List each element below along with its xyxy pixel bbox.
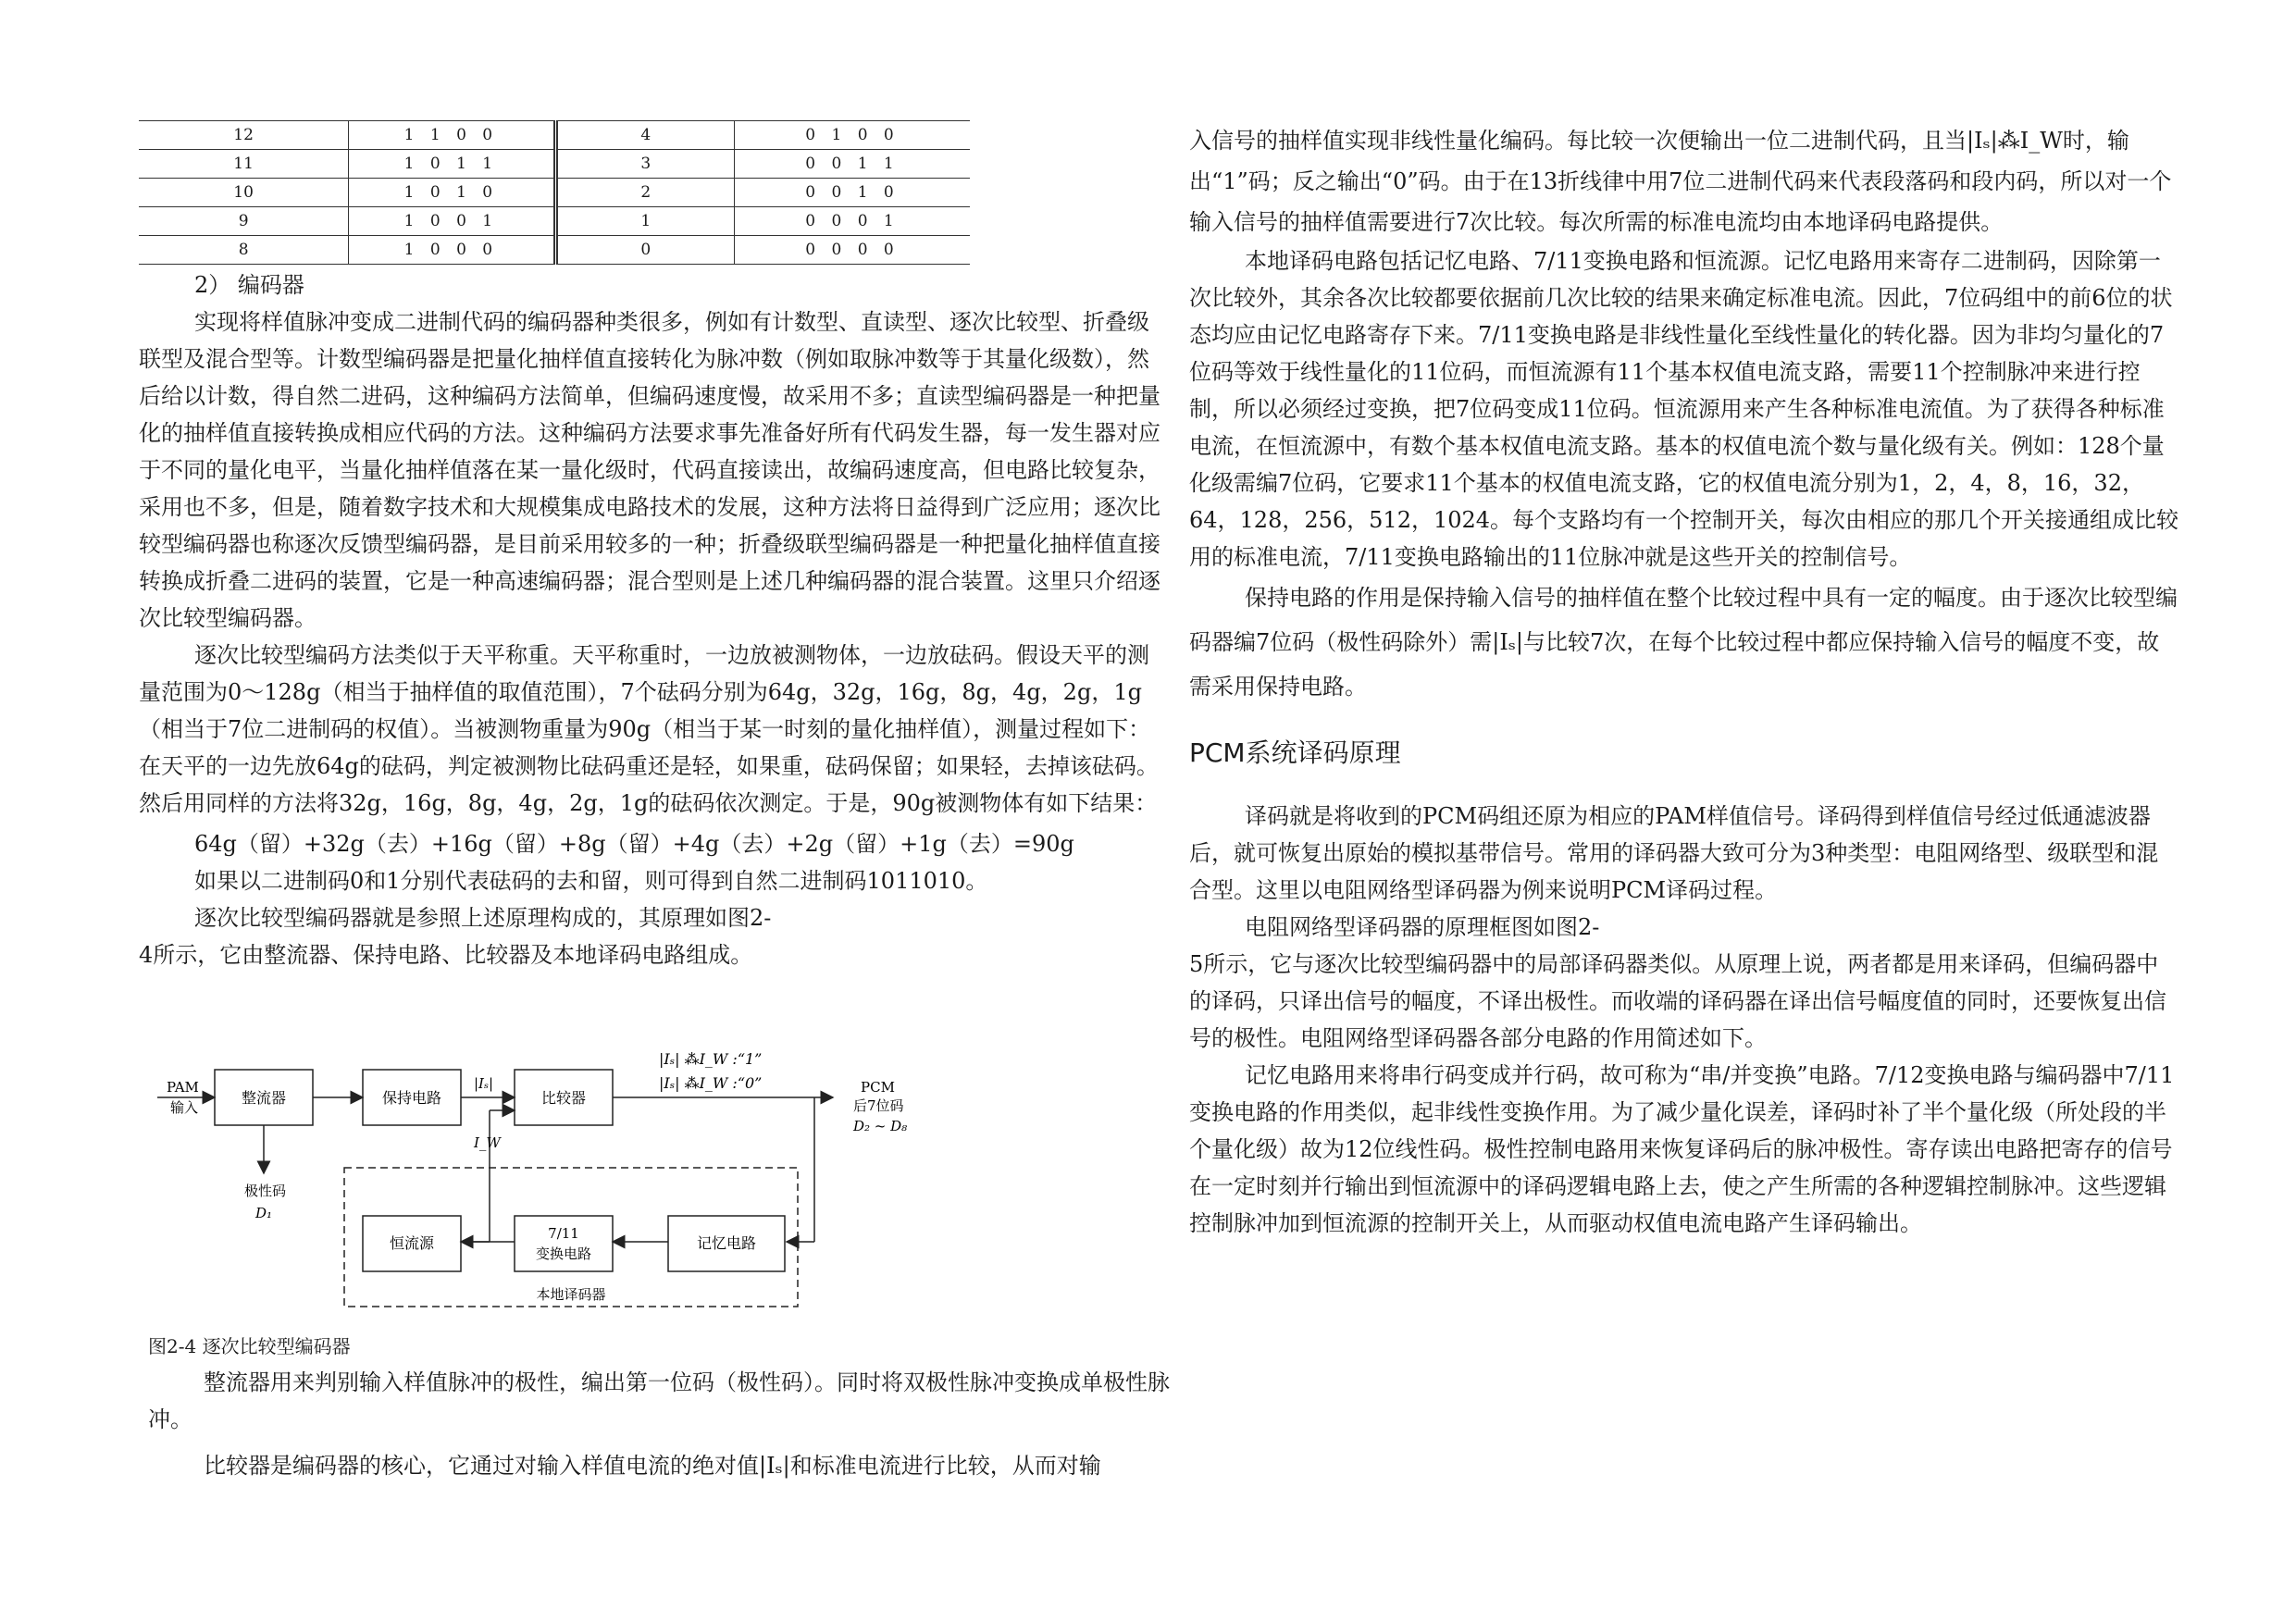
paragraph: 实现将样值脉冲变成二进制代码的编码器种类很多，例如有计数型、直读型、逐次比较型、折叠级联型及混合型等。计数型编码器是把量化抽样值直接转化为脉冲数（例如取脉冲数等于其量化级数），然后给以计数，得自然二进码，这种编码方法简单，但编码速度慢，故采用不多；直读型编码器是一种把量化的抽样值直接转换成相应代码的方法。这种编码方法要求事先准备好所有代码发生器，每一发生器对应于不同的量化电平，当量化抽样值落在某一量化级时，代码直接读出，故编码速度高，但电路比较复杂，采用也不多，但是，随着数字技术和大规模集成电路技术的发展，这种方法将日益得到广泛应用；逐次比较型编码器也称逐次反馈型编码器，是目前采用较多的一种；折叠级联型编码器是一种把量化抽样值直接转换成折叠二进码的装置，它是一种高速编码器；混合型则是上述几种编码器的混合装置。这里只介绍逐次比较型编码器。 (139, 309, 1160, 631)
memory-label: 记忆电路 (696, 1234, 757, 1252)
table-cell: 0 0 0 1 (734, 207, 970, 236)
is-label: |Iₛ| (474, 1075, 494, 1092)
constant-current-label: 恒流源 (389, 1234, 435, 1252)
table-cell: 10 (139, 179, 349, 207)
encoder-block-diagram (148, 1036, 1129, 1323)
pcm-label: PCM (861, 1079, 895, 1096)
paragraph: 比较器是编码器的核心，它通过对输入样值电流的绝对值|Iₛ|和标准电流进行比较，从而对输 (204, 1453, 1101, 1479)
figure-caption: 图2-4 逐次比较型编码器 (148, 1335, 351, 1357)
table-row (139, 236, 970, 265)
paragraph: 记忆电路用来将串行码变成并行码，故可称为“串/并变换”电路。7/12变换电路与编码器中7/11变换电路的作用类似，起非线性变换作用。为了减少量化误差，译码时补了半个量化级（所处段的半个量化级）故为12位线性码。极性控制电路用来恢复译码后的脉冲极性。寄存读出电路把寄存的信号在一定时刻并行输出到恒流源中的译码逻辑电路上去，使之产生所需的各种逻辑控制脉冲。这些逻辑控制脉冲加到恒流源的控制开关上，从而驱动权值电流电路产生译码输出。 (1189, 1062, 2175, 1236)
table-row (139, 121, 970, 150)
pam-label: PAM (167, 1079, 199, 1096)
paragraph: 5所示，它与逐次比较型编码器中的局部译码器类似。从原理上说，两者都是用来译码，但编码器中的译码，只译出信号的幅度，不译出极性。而收端的译码器在译出信号幅度值的同时，还要恢复出信号的极性。电阻网络型译码器各部分电路的作用简述如下。 (1189, 951, 2166, 1051)
polarity-label: 极性码 (244, 1183, 287, 1199)
table-cell: 0 1 0 0 (734, 121, 970, 150)
right-column (1189, 120, 2179, 1242)
table-cell: 0 (555, 236, 734, 265)
rectifier-label: 整流器 (241, 1089, 287, 1107)
condition-1: |Iₛ| ⁂I_W :“1” (659, 1050, 763, 1068)
pcm-range: D₂ ~ D₈ (853, 1118, 908, 1134)
condition-2: |Iₛ| ⁂I_W :“0” (659, 1074, 763, 1092)
input-label: 输入 (170, 1099, 199, 1116)
paragraph: 逐次比较型编码方法类似于天平称重。天平称重时，一边放被测物体，一边放砝码。假设天平的测量范围为0～128g（相当于抽样值的取值范围），7个砝码分别为64g，32g，16g，8g，4g，2g，1g（相当于7位二进制码的权值）。当被测物重量为90g（相当于某一时刻的量化抽样值），测量过程如下：在天平的一边先放64g的砝码，判定被测物比砝码重还是轻，如果重，砝码保留；如果轻，去掉该砝码。然后用同样的方法将32g，16g，8g，4g，2g，1g的砝码依次测定。于是，90g被测物体有如下结果： (139, 642, 1159, 816)
comparator-label: 比较器 (540, 1089, 587, 1107)
polarity-symbol: D₁ (255, 1205, 273, 1221)
table-cell: 1 (555, 207, 734, 236)
table-cell: 4 (555, 121, 734, 150)
left-column-lower (148, 1332, 1175, 1484)
paragraph: 整流器用来判别输入样值脉冲的极性，编出第一位码（极性码）。同时将双极性脉冲变换成单极性脉冲。 (148, 1369, 1170, 1432)
table-row (139, 150, 970, 179)
pcm-sub: 后7位码 (853, 1097, 904, 1114)
table-cell: 1 0 1 1 (349, 150, 555, 179)
local-decoder-label: 本地译码器 (536, 1286, 606, 1303)
table-cell: 8 (139, 236, 349, 265)
table-cell: 3 (555, 150, 734, 179)
paragraph: 本地译码电路包括记忆电路、7/11变换电路和恒流源。记忆电路用来寄存二进制码，因除第一次比较外，其余各次比较都要依据前几次比较的结果来确定标准电流。因此，7位码组中的前6位的状态均应由记忆电路寄存下来。7/11变换电路是非线性量化至线性量化的转化器。因为非均匀量化的7位码等效于线性量化的11位码，而恒流源有11个基本权值电流支路，需要11个控制脉冲来进行控制，所以必须经过变换，把7位码变成11位码。恒流源用来产生各种标准电流值。为了获得各种标准电流，在恒流源中，有数个基本权值电流支路。基本的权值电流个数与量化级有关。例如：128个量化级需编7位码，它要求11个基本的权值电流支路，它的权值电流分别为1，2，4，8，16，32，64，128，256，512，1024。每个支路均有一个控制开关，每次由相应的那几个开关接通组成比较用的标准电流，7/11变换电路输出的11位脉冲就是这些开关的控制信号。 (1189, 248, 2179, 570)
table-cell: 11 (139, 150, 349, 179)
table-row (139, 179, 970, 207)
table-cell: 1 0 0 0 (349, 236, 555, 265)
table-cell: 9 (139, 207, 349, 236)
table-cell: 2 (555, 179, 734, 207)
table-cell: 0 0 0 0 (734, 236, 970, 265)
convert-bottom-label: 变换电路 (535, 1245, 592, 1262)
section-heading-pcm: PCM系统译码原理 (1189, 737, 1401, 768)
table-row (139, 207, 970, 236)
paragraph: 入信号的抽样值实现非线性量化编码。每比较一次便输出一位二进制代码，且当|Iₛ|⁂I_W时，输出“1”码；反之输出“0”码。由于在13折线律中用7位二进制代码来代表段落码和段内码，所以对一个输入信号的抽样值需要进行7次比较。每次所需的标准电流均由本地译码电路提供。 (1189, 128, 2172, 235)
paragraph: 4所示，它由整流器、保持电路、比较器及本地译码电路组成。 (139, 942, 753, 968)
table-cell: 12 (139, 121, 349, 150)
paragraph: 保持电路的作用是保持输入信号的抽样值在整个比较过程中具有一定的幅度。由于逐次比较型编码器编7位码（极性码除外）需|Iₛ|与比较7次，在每个比较过程中都应保持输入信号的幅度不变，故需采用保持电路。 (1189, 585, 2178, 700)
table-cell: 1 1 0 0 (349, 121, 555, 150)
table-cell: 0 0 1 0 (734, 179, 970, 207)
hold-circuit-label: 保持电路 (381, 1089, 442, 1107)
left-column (139, 120, 1166, 973)
paragraph: 译码就是将收到的PCM码组还原为相应的PAM样值信号。译码得到样值信号经过低通滤波器后，就可恢复出原始的模拟基带信号。常用的译码器大致可分为3种类型：电阻网络型、级联型和混合型。这里以电阻网络型译码器为例来说明PCM译码过程。 (1189, 803, 2159, 903)
convert-top-label: 7/11 (548, 1225, 579, 1242)
section-heading-encoder: 2） 编码器 (194, 272, 304, 298)
formula: 64g（留）+32g（去）+16g（留）+8g（留）+4g（去）+2g（留）+1g（去）=90g (194, 831, 1074, 857)
table-cell: 0 0 1 1 (734, 150, 970, 179)
table-cell: 1 0 1 0 (349, 179, 555, 207)
paragraph: 逐次比较型编码器就是参照上述原理构成的，其原理如图2- (194, 905, 772, 931)
code-table (139, 120, 970, 265)
iw-label: I_W (474, 1134, 501, 1151)
convert-box (515, 1216, 613, 1271)
paragraph: 如果以二进制码0和1分别代表砝码的去和留，则可得到自然二进制码1011010。 (194, 868, 988, 894)
paragraph: 电阻网络型译码器的原理框图如图2- (1245, 914, 1600, 940)
table-cell: 1 0 0 1 (349, 207, 555, 236)
